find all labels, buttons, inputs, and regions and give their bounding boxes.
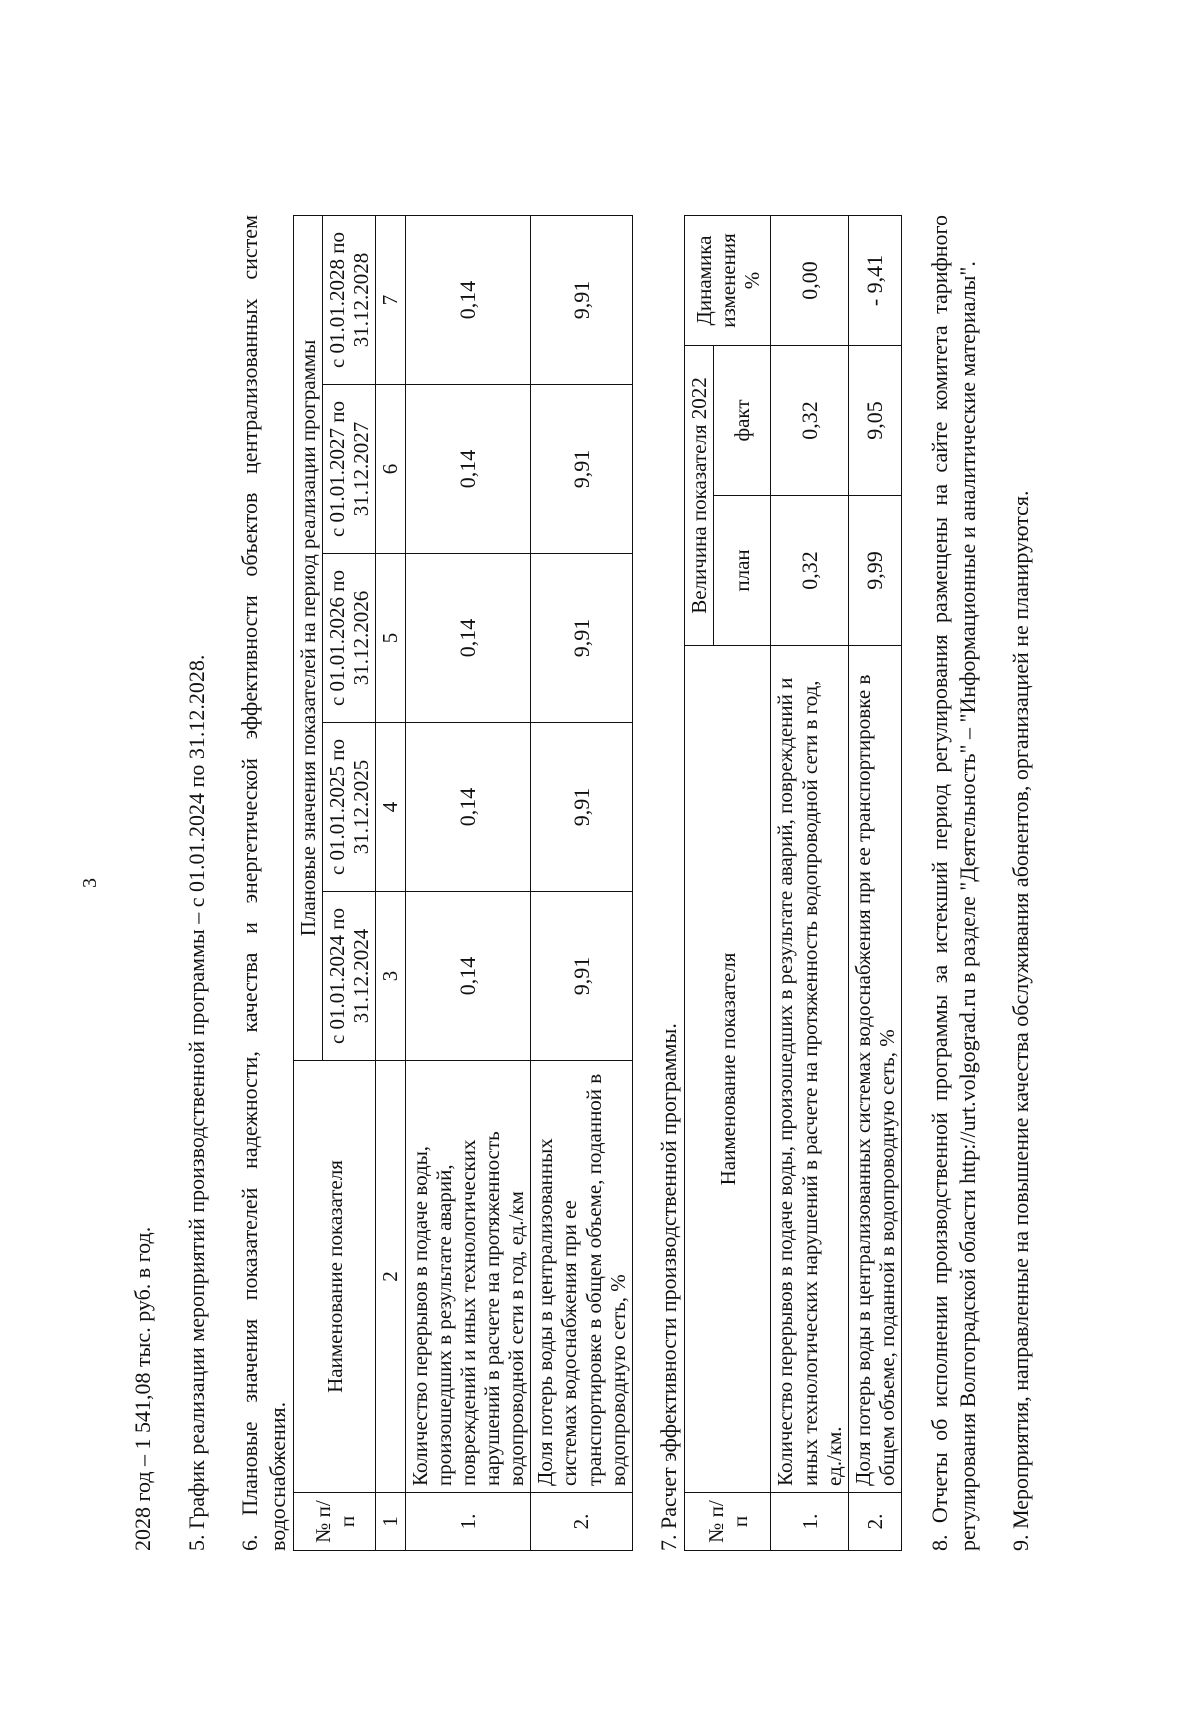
table-row — [771, 216, 848, 1551]
table1-value: 0,14 — [405, 216, 531, 385]
table2-header-number: № п/п — [685, 1493, 771, 1551]
cost-2028-line: 2028 год – 1 541,08 тыс. руб. в год. — [130, 1226, 155, 1551]
table1-row-number: 2. — [531, 1493, 633, 1551]
table2-header-plan: план — [714, 496, 771, 646]
section-6-paragraph: 6. Плановые значения показателей надежности, качества и энергетической эффективности объектов централизованных систем водоснабжения. — [237, 215, 290, 1551]
page-number: 3 — [79, 878, 101, 888]
table1-header-period-2027: с 01.01.2027 по 31.12.2027 — [323, 385, 376, 554]
table1-value: 9,91 — [531, 723, 633, 892]
table1-value: 9,91 — [531, 216, 633, 385]
table1-header-name: Наименование показателя — [294, 1061, 376, 1493]
table1-column-number: 3 — [376, 892, 405, 1061]
table1-value: 9,91 — [531, 385, 633, 554]
table1-row-name: Доля потерь воды в централизованных системах водоснабжения при ее транспортировке в общем объеме, поданной в водопроводную сеть, % — [531, 1061, 633, 1493]
table1-value: 0,14 — [405, 385, 531, 554]
table-row — [531, 216, 633, 1551]
table2-header-fact: факт — [714, 346, 771, 496]
table2-dynamics-value: 0,00 — [771, 216, 848, 346]
table2-header-value-2022: Величина показателя 2022 — [685, 346, 714, 646]
table1-header-period-2026: с 01.01.2026 по 31.12.2026 — [323, 554, 376, 723]
table1-value: 9,91 — [531, 554, 633, 723]
section-7-paragraph: 7. Расчет эффективности производственной программы. — [655, 1023, 681, 1551]
table1-header-number: № п/п — [294, 1493, 376, 1551]
table1-column-number: 5 — [376, 554, 405, 723]
table1-column-number: 6 — [376, 385, 405, 554]
table1-header-period-2028: с 01.01.2028 по 31.12.2028 — [323, 216, 376, 385]
table2-fact-value: 0,32 — [771, 346, 848, 496]
table1-column-number: 7 — [376, 216, 405, 385]
section-8-paragraph: 8. Отчеты об исполнении производственной программы за истекший период регулирования размещены на сайте комитета тарифного регулирования Волгоградской области http://urt.volgograd.ru в разделе "Деятельность" – "Информационные и аналитические материалы". — [927, 215, 980, 1551]
table1-column-number: 1 — [376, 1493, 405, 1551]
table2-plan-value: 9,99 — [848, 496, 901, 646]
table1-column-number: 4 — [376, 723, 405, 892]
table1-row-name: Количество перерывов в подаче воды, произошедших в результате аварий, повреждений и иных технологических нарушений в расчете на протяженность водопроводной сети в год, ед./км — [405, 1061, 531, 1493]
table2-row-number: 1. — [771, 1493, 848, 1551]
table1-header-period-2025: с 01.01.2025 по 31.12.2025 — [323, 723, 376, 892]
table-row — [848, 216, 901, 1551]
table1-value: 0,14 — [405, 892, 531, 1061]
table2-row-number: 2. — [848, 1493, 901, 1551]
table2-header-dynamics: Динамика изменения % — [685, 216, 771, 346]
section-5-paragraph: 5. График реализации мероприятий производственной программы – с 01.01.2024 по 31.12.2028. — [183, 654, 209, 1551]
section-9-paragraph: 9. Мероприятия, направленные на повышение качества обслуживания абонентов, организацией не планируются. — [1008, 490, 1034, 1551]
table1-value: 0,14 — [405, 554, 531, 723]
table1-column-number: 2 — [376, 1061, 405, 1493]
table2-row-name: Количество перерывов в подаче воды, произошедших в результате аварий, повреждений и иных технологических нарушений в расчете на протяженность водопроводной сети в год, ед./км. — [771, 646, 848, 1493]
efficiency-calculation-table — [684, 215, 902, 1551]
table1-column-numbers-row — [376, 216, 405, 1551]
table-row — [405, 216, 531, 1551]
table1-header-planned-values: Плановые значения показателей на период реализации программы — [294, 216, 323, 1061]
table2-plan-value: 0,32 — [771, 496, 848, 646]
planned-indicators-table — [293, 215, 633, 1551]
table1-row-number: 1. — [405, 1493, 531, 1551]
table1-header-period-2024: с 01.01.2024 по 31.12.2024 — [323, 892, 376, 1061]
table2-dynamics-value: - 9,41 — [848, 216, 901, 346]
table2-row-name: Доля потерь воды в централизованных системах водоснабжения при ее транспортировке в общем объеме, поданной в водопроводную сеть, % — [848, 646, 901, 1493]
table1-value: 0,14 — [405, 723, 531, 892]
table2-header-name: Наименование показателя — [685, 646, 771, 1493]
table1-value: 9,91 — [531, 892, 633, 1061]
table2-fact-value: 9,05 — [848, 346, 901, 496]
